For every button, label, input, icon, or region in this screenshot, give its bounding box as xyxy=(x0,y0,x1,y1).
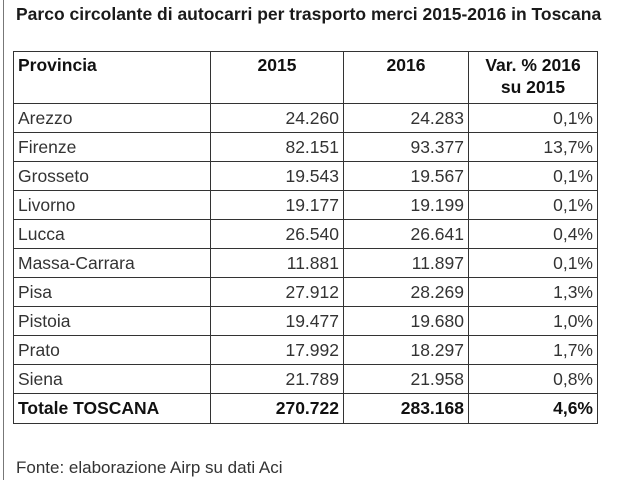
header-2015: 2015 xyxy=(211,52,344,104)
cell-variation: 13,7% xyxy=(469,133,598,162)
cell-provincia: Firenze xyxy=(14,133,211,162)
cell-variation: 0,4% xyxy=(469,220,598,249)
cell-provincia: Pisa xyxy=(14,278,211,307)
page-border xyxy=(3,0,4,480)
cell-2016: 11.897 xyxy=(344,249,469,278)
cell-variation: 0,8% xyxy=(469,365,598,394)
cell-2015: 19.177 xyxy=(211,191,344,220)
cell-variation: 1,0% xyxy=(469,307,598,336)
table-row xyxy=(14,191,598,220)
cell-2016: 93.377 xyxy=(344,133,469,162)
table-row xyxy=(14,220,598,249)
cell-2015: 17.992 xyxy=(211,336,344,365)
table-row xyxy=(14,104,598,133)
table-row xyxy=(14,307,598,336)
cell-2015: 11.881 xyxy=(211,249,344,278)
cell-2015: 82.151 xyxy=(211,133,344,162)
header-2016: 2016 xyxy=(344,52,469,104)
cell-2016: 19.680 xyxy=(344,307,469,336)
cell-2016: 26.641 xyxy=(344,220,469,249)
table-row xyxy=(14,249,598,278)
cell-provincia: Livorno xyxy=(14,191,211,220)
cell-2016: 28.269 xyxy=(344,278,469,307)
cell-2015: 27.912 xyxy=(211,278,344,307)
total-cell-provincia: Totale TOSCANA xyxy=(14,394,211,424)
cell-2016: 19.199 xyxy=(344,191,469,220)
header-row xyxy=(14,52,598,104)
source-note: Fonte: elaborazione Airp su dati Aci xyxy=(16,458,283,477)
cell-provincia: Lucca xyxy=(14,220,211,249)
cell-provincia: Grosseto xyxy=(14,162,211,191)
table-row xyxy=(14,278,598,307)
cell-provincia: Arezzo xyxy=(14,104,211,133)
data-table xyxy=(13,51,598,424)
cell-variation: 1,7% xyxy=(469,336,598,365)
table-row xyxy=(14,336,598,365)
cell-2015: 21.789 xyxy=(211,365,344,394)
header-variation: Var. % 2016 su 2015 xyxy=(469,52,598,104)
header-provincia: Provincia xyxy=(14,52,211,104)
table-row xyxy=(14,133,598,162)
cell-provincia: Massa-Carrara xyxy=(14,249,211,278)
cell-2015: 19.543 xyxy=(211,162,344,191)
total-cell-2016: 283.168 xyxy=(344,394,469,424)
cell-2016: 18.297 xyxy=(344,336,469,365)
cell-2016: 24.283 xyxy=(344,104,469,133)
cell-variation: 0,1% xyxy=(469,191,598,220)
cell-provincia: Siena xyxy=(14,365,211,394)
cell-2015: 26.540 xyxy=(211,220,344,249)
cell-provincia: Pistoia xyxy=(14,307,211,336)
total-cell-variation: 4,6% xyxy=(469,394,598,424)
cell-2015: 19.477 xyxy=(211,307,344,336)
cell-variation: 0,1% xyxy=(469,104,598,133)
total-cell-2015: 270.722 xyxy=(211,394,344,424)
total-row xyxy=(14,394,598,424)
table-title: Parco circolante di autocarri per trasporto merci 2015-2016 in Toscana xyxy=(16,4,602,24)
table-row xyxy=(14,162,598,191)
cell-2015: 24.260 xyxy=(211,104,344,133)
cell-variation: 0,1% xyxy=(469,249,598,278)
cell-provincia: Prato xyxy=(14,336,211,365)
cell-variation: 0,1% xyxy=(469,162,598,191)
cell-2016: 21.958 xyxy=(344,365,469,394)
table-row xyxy=(14,365,598,394)
cell-variation: 1,3% xyxy=(469,278,598,307)
cell-2016: 19.567 xyxy=(344,162,469,191)
